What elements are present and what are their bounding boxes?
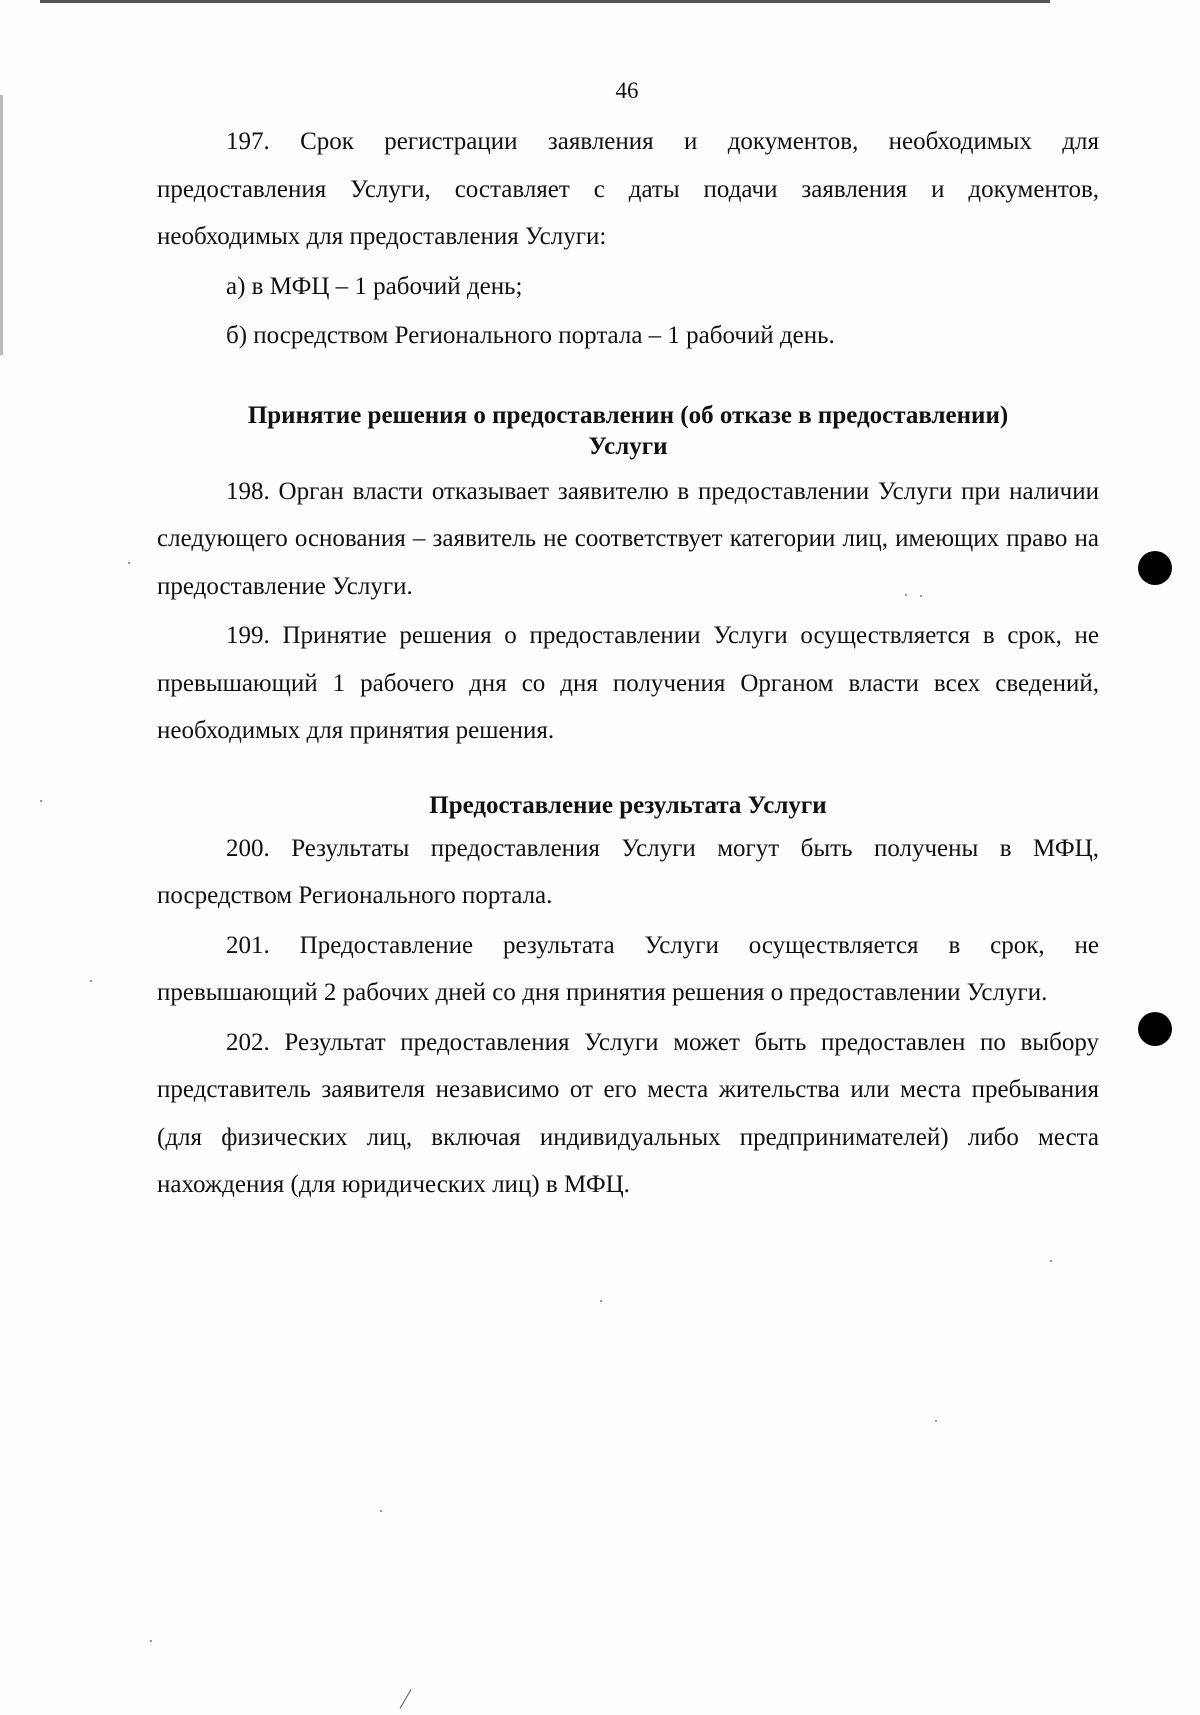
paragraph-197-item-b: б) посредством Регионального портала – 1 рабочий день. [226,322,835,349]
paragraph-202: 202. Результат предоставления Услуги может быть предоставлен по выбору представитель заявителя независимо от его места жительства или места пребывания (для физических лиц, включая индивидуальных предпринимателей) либо места нахождения (для юридических лиц) в МФЦ. [157,1028,1099,1198]
scan-top-edge [40,0,1050,3]
scan-speck [920,595,922,597]
paragraph-199: 199. Принятие решения о предоставлении Услуги осуществляется в срок, не превышающий 1 рабочего дня со дня получения Органом власти всех сведений, необходимых для принятия решения. [157,622,1099,744]
scan-speck [40,800,42,802]
scan-speck [935,1420,937,1422]
scan-speck [600,1300,602,1302]
section-heading-decision-line1: Принятие решения о предоставленин (об отказе в предоставлении) [247,401,1009,429]
section-heading-decision-line2: Услуги [588,432,668,460]
scan-speck [128,562,130,564]
scan-speck [150,1640,152,1642]
scan-speck [90,980,92,982]
section-heading-result: Предоставление результата Услуги [429,791,827,819]
document-body [157,118,1099,1209]
punch-hole-lower [1138,1012,1172,1046]
scan-speck [1050,1260,1052,1262]
section-heading-decision [157,400,1099,462]
scan-speck [905,594,907,596]
punch-hole-upper [1138,551,1172,585]
page-number: 46 [615,78,639,103]
paragraph-200: 200. Результаты предоставления Услуги могут быть получены в МФЦ, посредством Регионального портала. [157,834,1099,909]
scan-scratch [400,1689,412,1709]
paragraph-201: 201. Предоставление результата Услуги осуществляется в срок, не превышающий 2 рабочих дней со дня принятия решения о предоставлении Услуги. [157,931,1099,1006]
paragraph-198: 198. Орган власти отказывает заявителю в предоставлении Услуги при наличии следующего основания – заявитель не соответствует категории лиц, имеющих право на предоставление Услуги. [157,477,1099,600]
scan-speck [380,1510,382,1512]
paragraph-197-item-a: а) в МФЦ – 1 рабочий день; [226,272,523,300]
scan-left-edge [0,95,3,355]
paragraph-197: 197. Срок регистрации заявления и документов, необходимых для предоставления Услуги, составляет с даты подачи заявления и документов, необходимых для предоставления Услуги: [157,128,1099,250]
